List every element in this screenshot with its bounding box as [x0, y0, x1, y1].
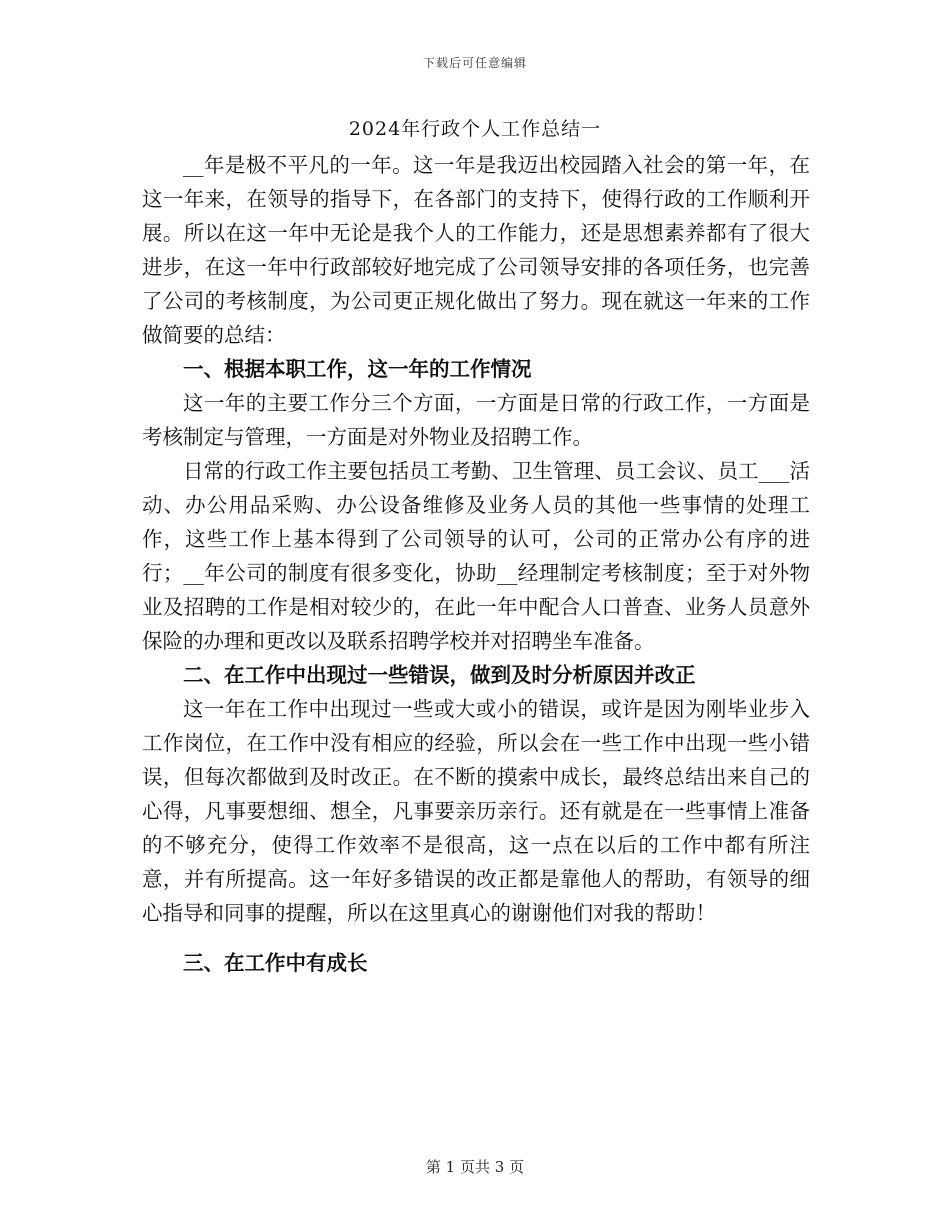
section-heading-3: 三、在工作中有成长 — [183, 951, 368, 975]
document-title: 2024年行政个人工作总结一 — [348, 118, 602, 140]
document-body — [142, 148, 810, 980]
section-heading-2: 二、在工作中出现过一些错误，做到及时分析原因并改正 — [183, 663, 696, 687]
header-note: 下载后可任意编辑 — [422, 56, 527, 70]
paragraph-intro: __年是极不平凡的一年。这一年是我迈出校园踏入社会的第一年，在这一年来，在领导的指导下，在各部门的支持下，使得行政的工作顺利开展。所以在这一年中无论是我个人的工作能力，还是思想素养都有了很大进步，在这一年中行政部较好地完成了公司领导安排的各项任务，也完善了公司的考核制度，为公司更正规化做出了努力。现在就这一年来的工作做简要的总结： — [142, 153, 810, 347]
paragraph-work-overview: 这一年的主要工作分三个方面，一方面是日常的行政工作，一方面是考核制定与管理，一方面是对外物业及招聘工作。 — [142, 391, 810, 449]
paragraph-spacer — [142, 930, 810, 946]
paragraph-mistakes: 这一年在工作中出现过一些或大或小的错误，或许是因为刚毕业步入工作岗位，在工作中没有相应的经验，所以会在一些工作中出现一些小错误，但每次都做到及时改正。在不断的摸索中成长，最终总结出来自己的心得，凡事要想细、想全，凡事要亲历亲行。还有就是在一些事情上准备的不够充分，使得工作效率不是很高，这一点在以后的工作中都有所注意，并有所提高。这一年好多错误的改正都是靠他人的帮助，有领导的细心指导和同事的提醒，所以在这里真心的谢谢他们对我的帮助！ — [142, 697, 810, 925]
section-heading-1: 一、根据本职工作，这一年的工作情况 — [183, 357, 532, 381]
paragraph-daily-admin: 日常的行政工作主要包括员工考勤、卫生管理、员工会议、员工___活动、办公用品采购、办公设备维修及业务人员的其他一些事情的处理工作，这些工作上基本得到了公司领导的认可，公司的正常办公有序的进行；__年公司的制度有很多变化，协助__经理制定考核制度；至于对外物业及招聘的工作是相对较少的，在此一年中配合人口普查、业务人员意外保险的办理和更改以及联系招聘学校并对招聘坐车准备。 — [142, 459, 810, 653]
page-footer: 第 1 页共 3 页 — [425, 1158, 525, 1176]
